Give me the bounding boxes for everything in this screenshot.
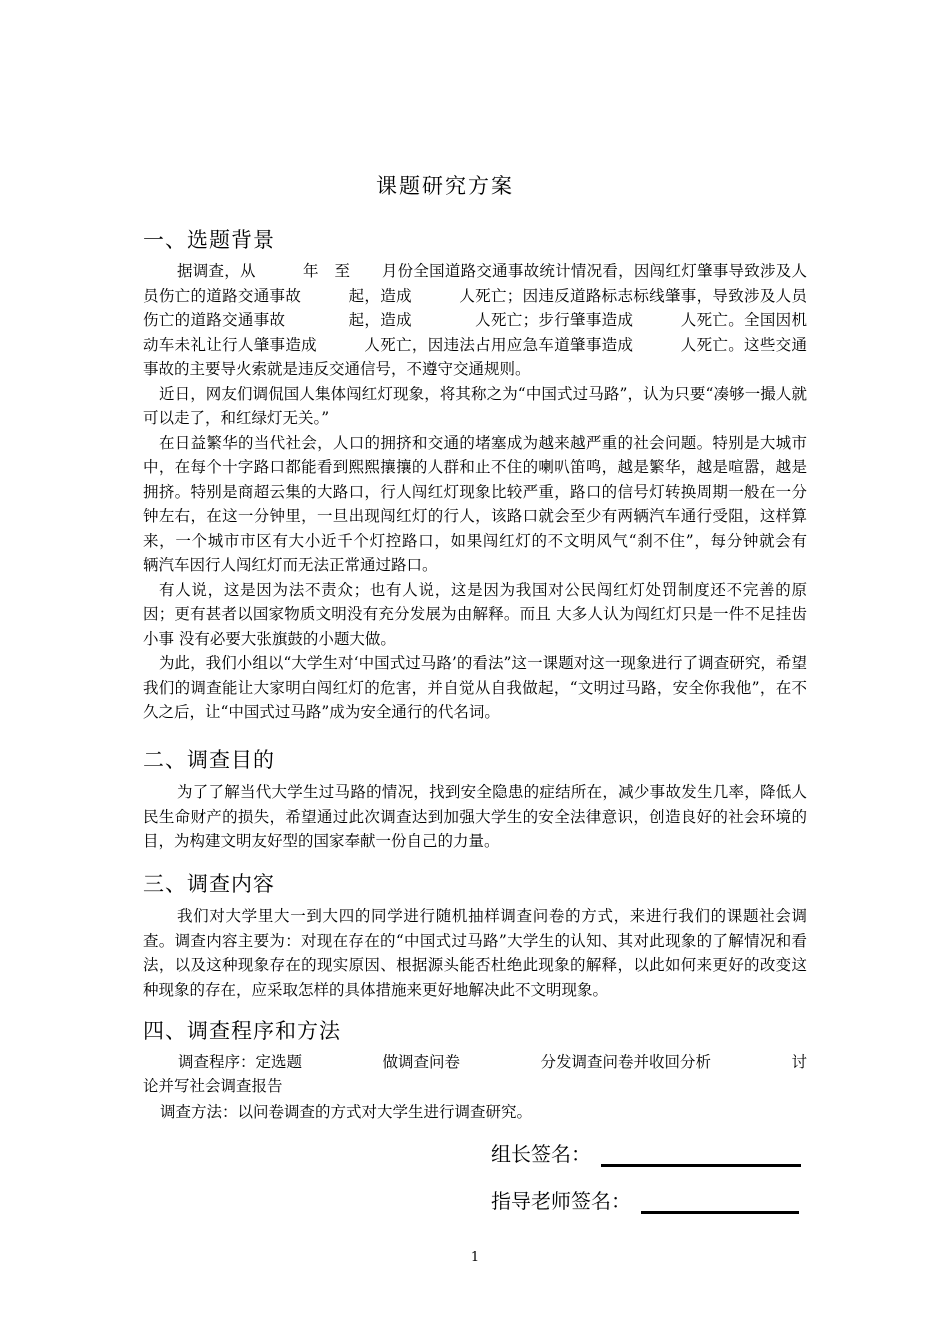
paragraph: 有人说，这是因为法不责众；也有人说，这是因为我国对公民闯红灯处罚制度还不完善的原因；更有甚者以国家物质文明没有充分发展为由解释。而且 大多人认为闯红灯只是一件不足挂齿小事 没有必要大张旗鼓的小题大做。 xyxy=(143,580,807,648)
procedure-step: 分发调查问卷并收回分析 xyxy=(540,1053,711,1071)
section-heading-background: 一、选题背景 xyxy=(143,228,275,252)
section-body-content xyxy=(143,904,807,1002)
section-heading-purpose: 二、调查目的 xyxy=(143,748,275,772)
procedure-continuation: 论并写社会调查报告 xyxy=(143,1077,283,1095)
paragraph: 我们对大学里大一到大四的同学进行随机抽样调查问卷的方式，来进行我们的课题社会调查。调查内容主要为：对现在存在的“中国式过马路”大学生的认知、其对此现象的了解情况和看法，以及这种现象存在的现实原因、根据源头能否杜绝此现象的解释，以此如何来更好的改变这种现象的存在，应采取怎样的具体措施来更好地解决此不文明现象。 xyxy=(143,907,807,999)
section-heading-procedure: 四、调查程序和方法 xyxy=(143,1019,341,1043)
paragraph: 在日益繁华的当代社会，人口的拥挤和交通的堵塞成为越来越严重的社会问题。特别是大城市中，在每个十字路口都能看到熙熙攘攘的人群和止不住的喇叭笛鸣，越是繁华，越是喧嚣，越是拥挤。特别是商超云集的大路口，行人闯红灯现象比较严重，路口的信号灯转换周期一般在一分钟左右，在这一分钟里，一旦出现闯红灯的行人，该路口就会至少有两辆汽车通行受阻，这样算来，一个城市市区有大小近千个灯控路口，如果闯红灯的不文明风气“刹不住”，每分钟就会有 辆汽车因行人闯红灯而无法正常通过路口。 xyxy=(143,433,854,574)
paragraph: 近日，网友们调侃国人集体闯红灯现象，将其称之为“中国式过马路”，认为只要“凑够一撮人就可以走了，和红绿灯无关。” xyxy=(143,384,807,427)
leader-signature-line[interactable] xyxy=(601,1138,801,1167)
procedure-step: 做调查问卷 xyxy=(382,1053,460,1071)
section-body-purpose xyxy=(143,780,807,854)
page-number: 1 xyxy=(470,1250,480,1265)
paragraph: 为了了解当代大学生过马路的情况，找到安全隐患的症结所在，减少事故发生几率，降低人民生命财产的损失，希望通过此次调查达到加强大学生的安全法律意识，创造良好的社会环境的目，为构建文明友好型的国家奉献一份自己的力量。 xyxy=(143,783,807,850)
teacher-signature-label: 指导老师签名： xyxy=(491,1189,631,1213)
procedure-step: 调查程序：定选题 xyxy=(178,1053,303,1071)
page-title: 课题研究方案 xyxy=(376,174,514,198)
section-body-background xyxy=(143,259,854,725)
paragraph: 据调查，从 年 至 月份全国道路交通事故统计情况看，因闯红灯肇事导致涉及人员伤亡的道路交通事故 起，造成 人死亡；因违反道路标志标线肇事，导致涉及人员伤亡的道路交通事故 起，造成 人死亡；步行肇事造成 人死亡。全国因机动车未礼让行人肇事造成 人死亡，因违法占用应急车道肇事造成 人死亡。这些交通事故的主要导火索就是违反交通信号，不遵守交通规则。 xyxy=(143,262,807,378)
section-heading-content: 三、调查内容 xyxy=(143,872,275,896)
method-text: 调查方法：以问卷调查的方式对大学生进行调查研究。 xyxy=(160,1103,533,1121)
leader-signature xyxy=(491,1138,801,1167)
paragraph: 为此，我们小组以“大学生对‘中国式过马路’的看法”这一课题对这一现象进行了调查研究，希望我们的调查能让大家明白闯红灯的危害，并自觉从自我做起，“文明过马路，安全你我他”，在不久之后，让“中国式过马路”成为安全通行的代名词。 xyxy=(143,654,807,721)
teacher-signature xyxy=(491,1185,799,1214)
leader-signature-label: 组长签名： xyxy=(491,1142,591,1166)
teacher-signature-line[interactable] xyxy=(641,1185,799,1214)
procedure-step: 讨 xyxy=(791,1053,807,1071)
procedure-steps xyxy=(178,1050,807,1072)
